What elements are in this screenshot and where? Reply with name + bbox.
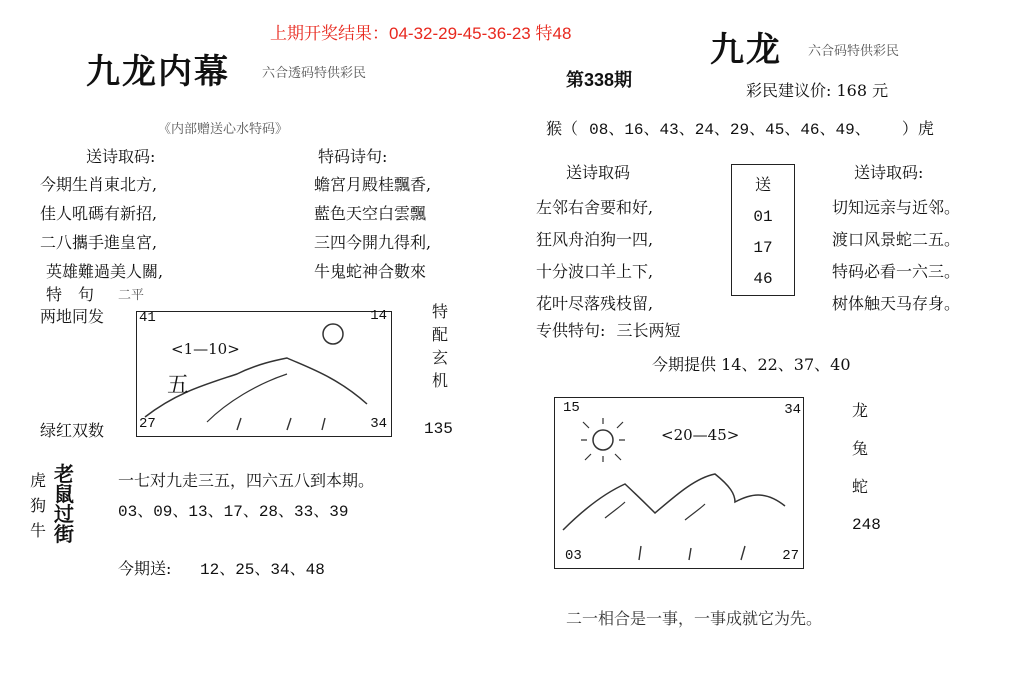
sun-rays <box>581 418 625 462</box>
poem-line: 牛鬼蛇神合數來 <box>314 262 427 281</box>
left-sketch-range: <1—10> <box>171 340 240 358</box>
poem-line: 十分波口羊上下, <box>536 262 654 281</box>
sun-icon <box>323 324 343 344</box>
right-poem-left-title: 送诗取码 <box>566 163 631 182</box>
left-sketch-tl: 41 <box>139 310 156 326</box>
right-poem-left <box>536 192 653 320</box>
left-sketch-br: 34 <box>370 416 387 432</box>
poem-line: 佳人吼碼有新招, <box>40 204 158 223</box>
left-today-send: 12、25、34、48 <box>200 561 325 579</box>
left-poem1-title: 送诗取码: <box>86 147 156 166</box>
left-sketch-tr: 14 <box>370 308 387 324</box>
right-sketch-tl: 15 <box>563 400 580 416</box>
left-sketch-box <box>136 308 392 437</box>
zodiac-start: 猴（ <box>546 119 579 138</box>
price-text: 彩民建议价: 168 元 <box>746 81 889 100</box>
poem-line: 狂风舟泊狗一四, <box>536 230 654 249</box>
right-poem-right-title: 送诗取码: <box>854 163 924 182</box>
left-special-phrase-note: 二平 <box>118 288 145 303</box>
left-sketch-bl: 27 <box>139 416 156 432</box>
left-line2: 03、09、13、17、28、33、39 <box>118 503 349 521</box>
left-big-phrase <box>54 464 74 544</box>
mountain-line <box>207 374 287 422</box>
result-banner-text: 上期开奖结果：04-32-29-45-36-23 特48 <box>270 24 572 43</box>
right-subtitle: 六合码特供彩民 <box>808 44 900 59</box>
big-phrase-char: 过 <box>54 502 74 526</box>
send-box <box>731 164 795 296</box>
big-phrase-char: 鼠 <box>54 482 74 506</box>
poem-line: 三四今開九得利, <box>314 233 432 252</box>
left-poem1 <box>40 170 163 286</box>
special-label: 专供特句: <box>536 321 606 340</box>
big-phrase-char: 老 <box>54 462 74 486</box>
footer-phrase: 二一相合是一事，一事成就它为先。 <box>566 609 823 628</box>
right-sketch-box <box>554 397 804 569</box>
issue-number: 第338期 <box>566 70 633 90</box>
grass-marks <box>639 546 745 560</box>
poem-line: 花叶尽落残枝留, <box>536 294 654 313</box>
left-sketch-char: 五 <box>167 373 190 398</box>
side-animal-char: 兔 <box>852 439 869 458</box>
side-label-char: 玄 <box>432 348 449 367</box>
poem-line: 二八攜手進皇宮, <box>40 233 158 252</box>
left-green-red: 绿红双数 <box>40 421 105 440</box>
left-poem2-title: 特码诗句: <box>318 147 388 166</box>
grass-marks <box>237 418 325 430</box>
poem-line: 特码必看一六三。 <box>832 262 961 281</box>
right-landscape-drawing <box>555 398 803 568</box>
mountain-line <box>605 502 705 520</box>
right-sketch-tr: 34 <box>784 402 801 418</box>
send-box-label: 送 <box>754 174 771 194</box>
left-title: 九龙内幕 <box>86 52 230 92</box>
send-box-number: 17 <box>753 239 773 258</box>
result-banner <box>270 19 571 44</box>
left-special-phrase: 特 句 <box>46 285 95 304</box>
left-section-title: 《内部赠送心水特码》 <box>158 122 289 137</box>
poem-line: 今期生肖東北方, <box>40 175 158 194</box>
side-animal-char: 蛇 <box>852 477 869 496</box>
today-provide: 今期提供 14、22、37、40 <box>652 355 851 374</box>
sun-icon <box>593 430 613 450</box>
right-side-animals <box>852 392 868 506</box>
zodiac-numbers: 08、16、43、24、29、45、46、49、 <box>589 121 871 139</box>
right-sketch-range: <20—45> <box>661 426 740 444</box>
poem-line: 藍色天空白雲飄 <box>314 204 427 223</box>
big-phrase-char: 街 <box>54 522 74 546</box>
right-sketch-br: 27 <box>782 548 799 564</box>
poem-line: 蟾宮月殿桂飄香, <box>314 175 432 194</box>
zodiac-end: ）虎 <box>901 119 934 138</box>
poem-line: 渡口风景蛇二五。 <box>832 230 961 249</box>
send-box-number: 46 <box>753 270 773 289</box>
animal-char: 牛 <box>30 521 47 540</box>
left-both-places: 两地同发 <box>40 307 105 326</box>
side-label-char: 机 <box>432 371 449 390</box>
left-today-send-label: 今期送: <box>118 559 172 578</box>
side-label-char: 特 <box>432 302 449 321</box>
poem-line: 树体触天马存身。 <box>832 294 961 313</box>
left-side-label <box>432 300 448 392</box>
right-side-number: 248 <box>852 516 881 534</box>
special-text: 三长两短 <box>616 321 681 340</box>
special-line <box>536 318 681 341</box>
left-animals <box>30 468 46 543</box>
left-subtitle: 六合透码特供彩民 <box>262 66 367 81</box>
poem-line: 切知远亲与近邻。 <box>832 198 961 217</box>
animal-char: 虎 <box>30 471 47 490</box>
poem-line: 左邻右舍要和好, <box>536 198 654 217</box>
poem-line: 英雄難過美人關, <box>46 262 164 281</box>
mountain-line <box>563 474 785 530</box>
left-side-number: 135 <box>424 420 453 438</box>
zodiac-line <box>546 116 934 139</box>
animal-char: 狗 <box>30 496 47 515</box>
side-animal-char: 龙 <box>852 401 869 420</box>
right-title: 九龙 <box>710 30 782 70</box>
left-poem2 <box>314 170 431 286</box>
left-line1: 一七对九走三五，四六五八到本期。 <box>118 471 375 490</box>
send-box-number: 01 <box>753 207 773 226</box>
side-label-char: 配 <box>432 325 449 344</box>
right-poem-right <box>832 192 960 320</box>
right-sketch-bl: 03 <box>565 548 582 564</box>
